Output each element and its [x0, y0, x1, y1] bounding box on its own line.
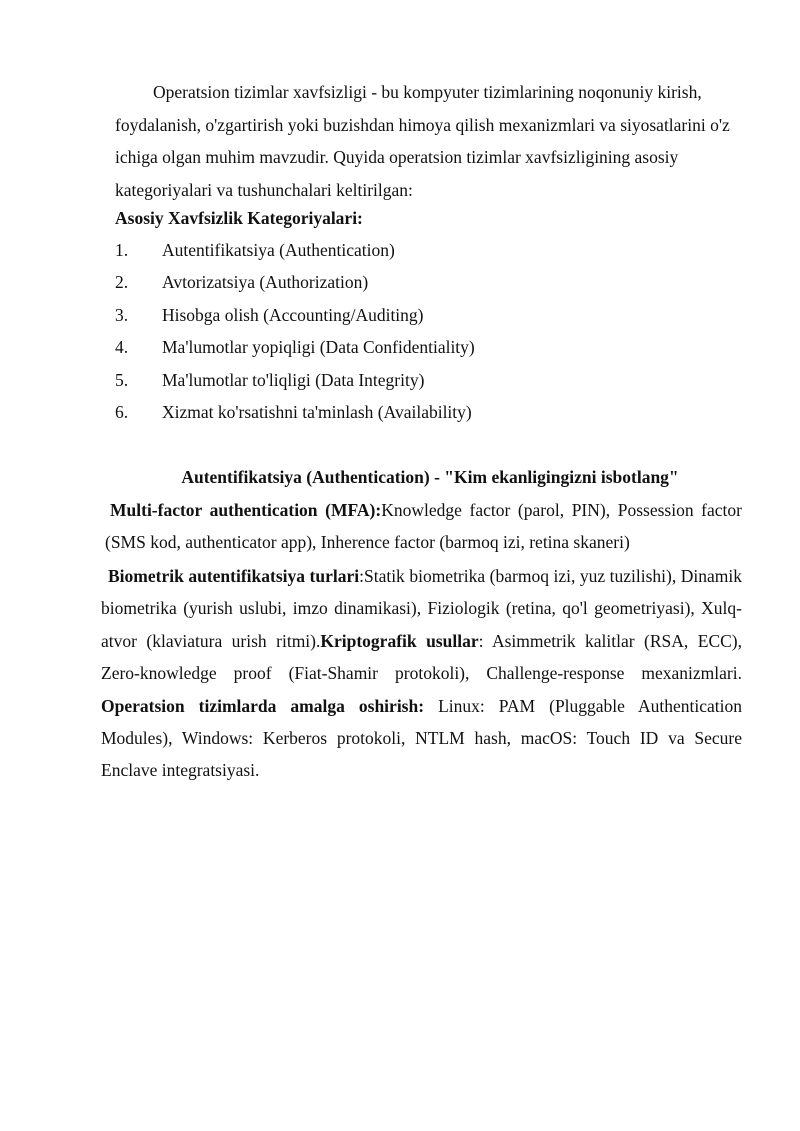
- list-text: Autentifikatsiya (Authentication): [162, 240, 395, 260]
- list-text: Hisobga olish (Accounting/Auditing): [162, 304, 424, 325]
- list-item: [115, 332, 475, 364]
- crypto-label: Kriptografik usullar: [320, 630, 479, 651]
- list-number: 5.: [115, 369, 129, 390]
- list-number: 3.: [115, 304, 129, 325]
- details-paragraph: [101, 560, 742, 787]
- mfa-label: Multi-factor authentication (MFA):: [110, 500, 382, 520]
- mfa-paragraph: [105, 494, 742, 559]
- list-item: [115, 365, 475, 397]
- mfa-text: Knowledge factor (parol, PIN), Possession factor (SMS kod, authenticator app), Inherence factor (barmoq izi, retina skaneri): [105, 500, 742, 553]
- list-text: Avtorizatsiya (Authorization): [162, 272, 369, 293]
- list-text: Ma'lumotlar yopiqligi (Data Confidentiality): [162, 337, 475, 358]
- list-item: [115, 235, 475, 267]
- list-number: 2.: [115, 272, 129, 293]
- list-item: [115, 397, 475, 429]
- categories-heading: Asosiy Xavfsizlik Kategoriyalari:: [115, 208, 363, 228]
- section-title: Autentifikatsiya (Authentication) - "Kim ekanligingizni isbotlang": [181, 467, 679, 487]
- categories-list: [115, 235, 475, 429]
- list-number: 4.: [115, 337, 129, 358]
- list-item: [115, 267, 475, 299]
- biometric-text: :Statik biometrika (barmoq izi, yuz tuzilishi), Dinamik biometrika (yurish uslubi, imzo dinamikasi), Fiziologik (retina, qo'l geometriyasi), Xulq-atvor (klaviatura urish ritmi).: [101, 566, 742, 651]
- list-number: 6.: [115, 401, 129, 422]
- crypto-text: : Asimmetrik kalitlar (RSA, ECC), Zero-knowledge proof (Fiat-Shamir protokoli), Challenge-response mexanizmlari.: [101, 630, 743, 684]
- list-item: [115, 300, 475, 332]
- os-impl-text: Linux: PAM (Pluggable Authentication Modules), Windows: Kerberos protokoli, NTLM hash, macOS: Touch ID va Secure Enclave integratsiyasi.: [101, 695, 742, 781]
- biometric-label: Biometrik autentifikatsiya turlari: [108, 566, 360, 586]
- os-impl-label: Operatsion tizimlarda amalga oshirish:: [101, 695, 425, 716]
- list-number: 1.: [115, 240, 129, 260]
- intro-paragraph: Operatsion tizimlar xavfsizligi - bu kompyuter tizimlarining noqonuniy kirish, foydalanish, o'zgartirish yoki buzishdan himoya qilish mexanizmlari va siyosatlarini o'z ichiga olgan muhim mavzudir. Quyida operatsion tizimlar xavfsizligining asosiy kategoriyalari va tushunchalari keltirilgan:: [115, 82, 730, 200]
- list-text: Ma'lumotlar to'liqligi (Data Integrity): [162, 369, 425, 390]
- list-text: Xizmat ko'rsatishni ta'minlash (Availability): [162, 401, 472, 422]
